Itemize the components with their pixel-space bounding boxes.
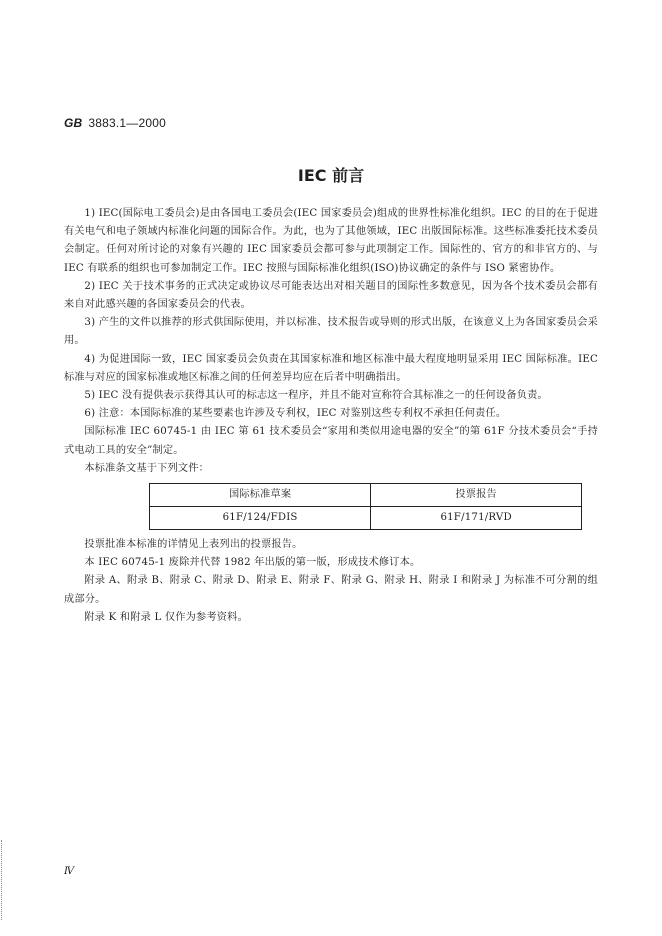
standard-number-header bbox=[64, 116, 166, 130]
ballot-table bbox=[149, 483, 582, 530]
page-title: IEC 前言 bbox=[297, 166, 365, 185]
table-cell-fdis: 61F/124/FDIS bbox=[150, 507, 371, 530]
table-header-rvd: 投票报告 bbox=[371, 484, 582, 507]
paragraph-3: 3) 产生的文件以推荐的形式供国际使用，并以标准、技术报告或导则的形式出版，在该意义上为各国家委员会采用。 bbox=[64, 317, 598, 347]
paragraph-6: 6) 注意：本国际标准的某些要素也许涉及专利权，IEC 对鉴别这些专利权不承担任何责任。 bbox=[84, 408, 507, 420]
table-header-row bbox=[150, 484, 582, 507]
table-cell-rvd: 61F/171/RVD bbox=[371, 507, 582, 530]
paragraph-5: 5) IEC 没有提供表示获得其认可的标志这一程序，并且不能对宣称符合其标准之一的任何设备负责。 bbox=[84, 390, 548, 402]
paragraph-2: 2) IEC 关于技术事务的正式决定或协议尽可能表达出对相关题目的国际性多数意见，因为各个技术委员会都有来自对此感兴趣的各国家委员会的代表。 bbox=[64, 280, 598, 311]
standard-prefix: GB bbox=[64, 116, 83, 130]
standard-number: 3883.1—2000 bbox=[88, 116, 167, 130]
scan-edge-divider bbox=[1, 840, 2, 920]
paragraph-voting: 投票批准本标准的详情见上表列出的投票报告。 bbox=[84, 539, 303, 551]
document-body bbox=[64, 205, 598, 627]
paragraph-normative-annexes: 附录 A、附录 B、附录 C、附录 D、附录 E、附录 F、附录 G、附录 H、附录 I 和附录 J 为标准不可分割的组成部分。 bbox=[64, 575, 598, 605]
paragraph-informative-annexes: 附录 K 和附录 L 仅作为参考资料。 bbox=[84, 611, 248, 623]
paragraph-origin: 国际标准 IEC 60745-1 由 IEC 第 61 技术委员会“家用和类似用途电器的安全”的第 61F 分技术委员会“手持式电动工具的安全”制定。 bbox=[64, 426, 598, 456]
paragraph-4: 4) 为促进国际一致，IEC 国家委员会负责在其国家标准和地区标准中最大程度地明显采用 IEC 国际标准。IEC 标准与对应的国家标准或地区标准之间的任何差异均应在后者中明确指出。 bbox=[64, 353, 598, 383]
paragraph-1: 1) IEC(国际电工委员会)是由各国电工委员会(IEC 国家委员会)组成的世界性标准化组织。IEC 的目的在于促进有关电气和电子领域内标准化问题的国际合作。为此，也为了其他领域，IEC 出版国际标准。这些标准委托技术委员会制定。任何对所讨论的对象有兴趣的 IEC 国家委员会都可参与此项制定工作。国际性的、官方的和非官方的、与 IEC 有联系的组织也可参加制定工作。IEC 按照与国际标准化组织(ISO)协议确定的条件与 ISO 紧密协作。 bbox=[64, 208, 598, 274]
page-number: Ⅳ bbox=[64, 866, 74, 877]
table-row bbox=[150, 507, 582, 530]
paragraph-edition: 本 IEC 60745-1 废除并代替 1982 年出版的第一版，形成技术修订本。 bbox=[84, 557, 421, 569]
paragraph-basis: 本标准条文基于下列文件： bbox=[84, 462, 210, 474]
table-header-fdis: 国际标准草案 bbox=[150, 484, 371, 507]
